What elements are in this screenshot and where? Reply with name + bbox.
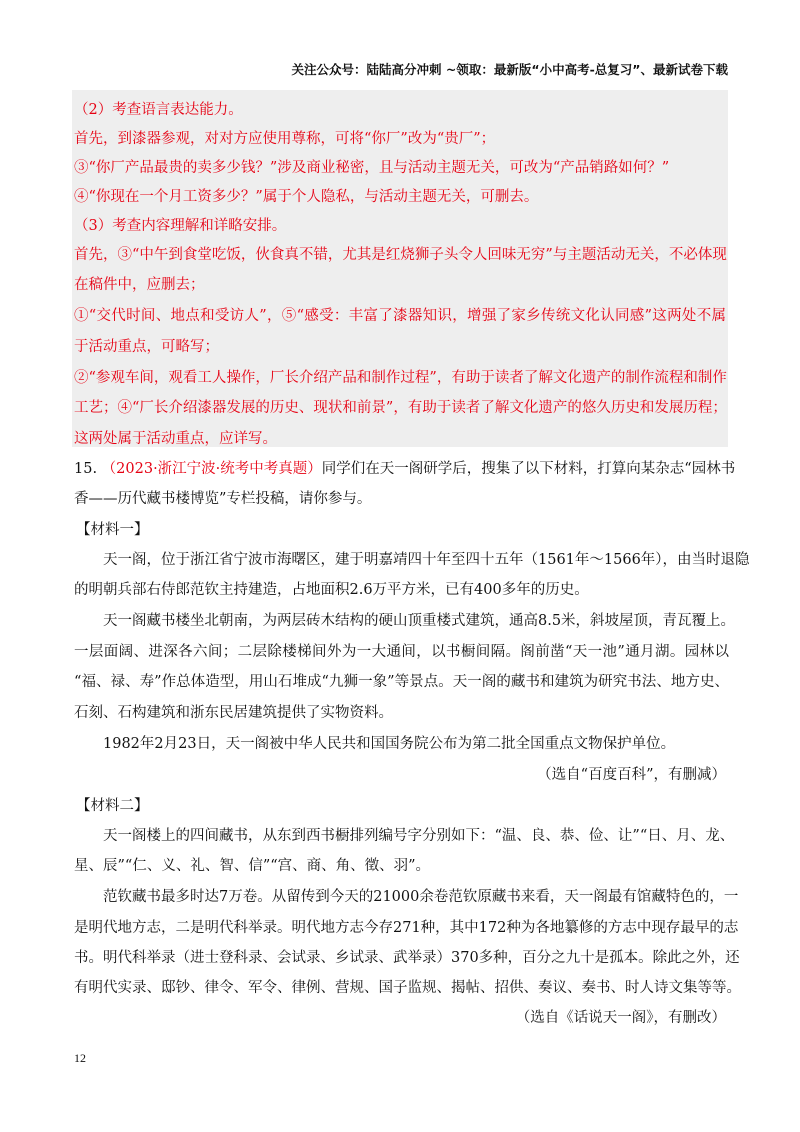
material-1-source: （选自“百度百科”，有删减） <box>537 767 726 783</box>
material-1-line: 天一阁藏书楼坐北朝南，为两层砖木结构的硬山顶重楼式建筑，通高8.5米，斜坡屋顶，青瓦覆上。 <box>103 613 736 629</box>
page-number: 12 <box>74 1051 86 1065</box>
material-2-line: 有明代实录、邸钞、律令、军令、律例、营规、国子监规、揭帖、招供、奏议、奏书、时人诗文集等等。 <box>74 980 741 996</box>
answer-line: ②“参观车间，观看工人操作，厂长介绍产品和制作过程”，有助于读者了解文化遗产的制作流程和制作 <box>74 370 727 386</box>
material-2-line: 书。明代科举录（进士登科录、会试录、乡试录、武举录）370多种，百分之九十是孤本。除此之外，还 <box>74 950 740 966</box>
material-2-line: 天一阁楼上的四间藏书，从东到西书橱排列编号字分别如下：“温、良、恭、俭、让”“日、月、龙、 <box>103 828 735 844</box>
material-1-line: 的明朝兵部右侍郎范钦主持建造，占地面积2.6万平方米，已有400多年的历史。 <box>74 582 589 598</box>
answer-line: ①“交代时间、地点和受访人”，⑤“感受：丰富了漆器知识，增强了家乡传统文化认同感”这两处不属 <box>74 308 726 324</box>
material-2-source: （选自《话说天一阁》，有删改） <box>515 1010 726 1026</box>
page-header: 关注公众号：陆陆高分冲刺 ~领取：最新版“小中高考-总复习”、最新试卷下载 <box>291 62 728 77</box>
question-number: 15. <box>74 461 98 477</box>
answer-line: （2）考查语言表达能力。 <box>74 102 243 118</box>
material-1-line: 一层面阔、进深各六间；二层除楼梯间外为一大通间，以书橱间隔。阁前凿“天一池”通月湖。园林以 <box>74 644 729 660</box>
question-stem-line2: 香——历代藏书楼博览”专栏投稿，请你参与。 <box>74 491 372 507</box>
answer-line: ④“你现在一个月工资多少？”属于个人隐私，与活动主题无关，可删去。 <box>74 189 539 205</box>
answer-line: 于活动重点，可略写； <box>74 339 219 355</box>
material-1-line: 石刻、石构建筑和浙东民居建筑提供了实物资料。 <box>74 705 393 721</box>
material-2-line: 是明代地方志，二是明代科举录。明代地方志今存271种，其中172种为各地纂修的方志中现存最早的志 <box>74 920 739 936</box>
answer-line: 这两处属于活动重点，应详写。 <box>74 431 277 447</box>
answer-line: 在稿件中，应删去； <box>74 277 205 293</box>
answer-line: ③“你厂产品最贵的卖多少钱？”涉及商业秘密，且与活动主题无关，可改为“产品销路如何？” <box>74 160 670 176</box>
material-2-title: 【材料二】 <box>76 798 149 814</box>
question-stem: 同学们在天一阁研学后，搜集了以下材料，打算向某杂志“园林书 <box>321 461 736 477</box>
material-1-line: 天一阁，位于浙江省宁波市海曙区，建于明嘉靖四十年至四十五年（1561年～1566年），由当时退隐 <box>103 552 750 568</box>
answer-line: （3）考查内容理解和详略安排。 <box>74 218 287 234</box>
answer-line: 工艺；④“厂长介绍漆器发展的历史、现状和前景”，有助于读者了解文化遗产的悠久历史和发展历程； <box>74 400 727 416</box>
material-2-line: 范钦藏书最多时达7万卷。从留传到今天的21000余卷范钦原藏书来看，天一阁最有馆藏特色的，一 <box>103 889 739 905</box>
question-source: （2023·浙江宁波·统考中考真题） <box>101 461 322 477</box>
material-2-line: 星、辰”“仁、义、礼、智、信”“宫、商、角、徵、羽”。 <box>74 858 431 874</box>
question-15-line1 <box>74 457 735 478</box>
answer-line: 首先，到漆器参观，对对方应使用尊称，可将“你厂”改为“贵厂”； <box>74 131 496 147</box>
material-1-line: “福、禄、寿”作总体造型，用山石堆成“九狮一象”等景点。天一阁的藏书和建筑为研究书法、地方史、 <box>74 674 729 690</box>
answer-line: 首先，③“中午到食堂吃饭，伙食真不错，尤其是红烧狮子头令人回味无穷”与主题活动无关，不必体现 <box>74 247 727 263</box>
material-1-title: 【材料一】 <box>76 522 149 538</box>
material-1-line: 1982年2月23日，天一阁被中华人民共和国国务院公布为第二批全国重点文物保护单位。 <box>103 736 676 752</box>
